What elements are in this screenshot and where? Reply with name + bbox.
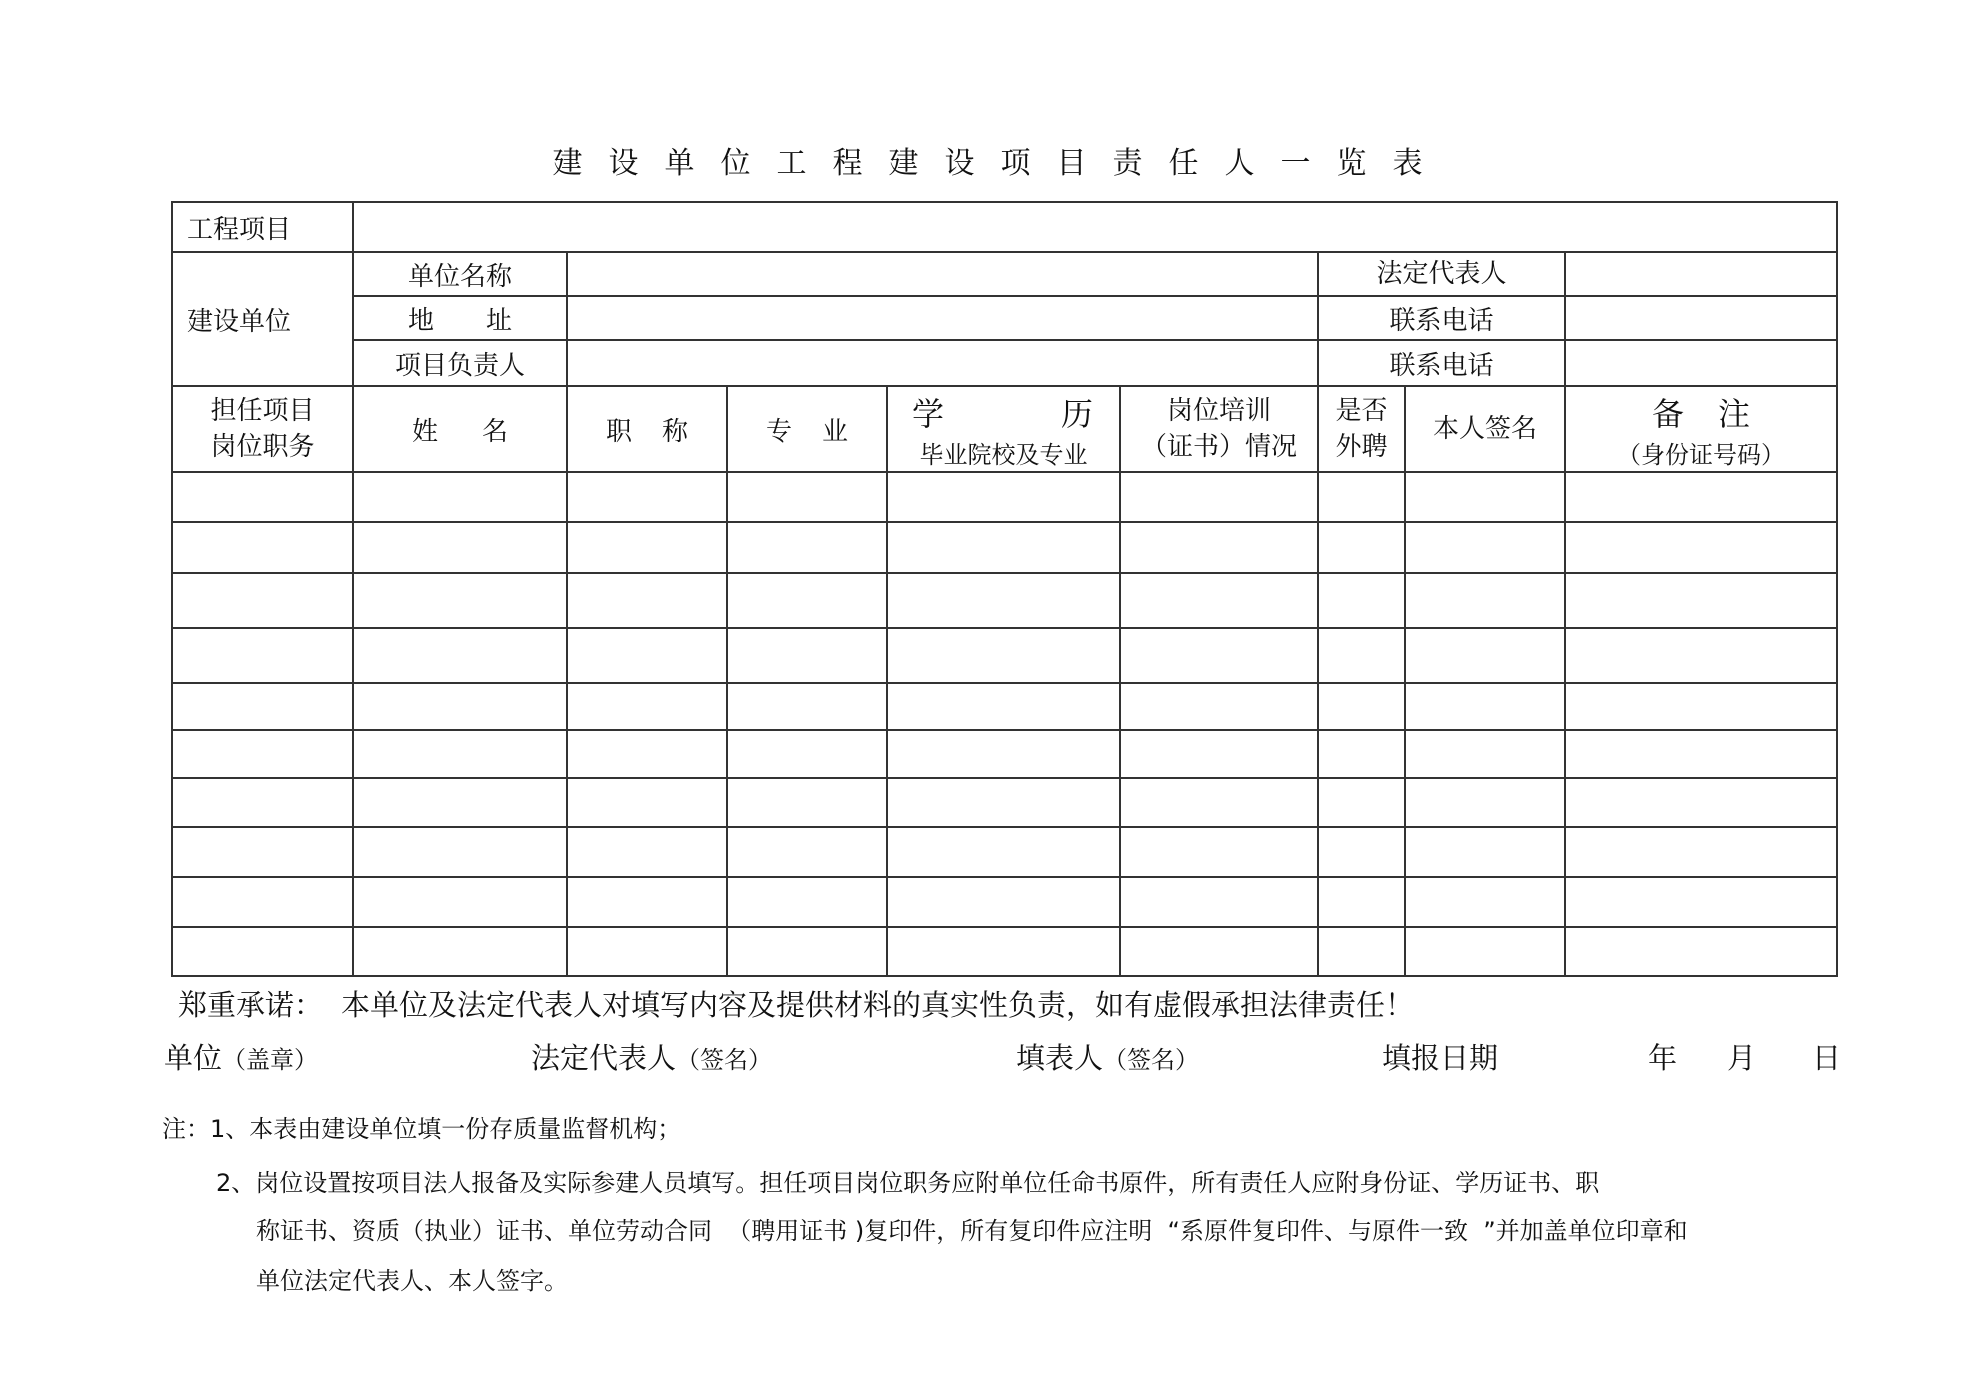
sign-date-label: 填报日期 [1382, 1041, 1499, 1075]
table-cell[interactable] [1405, 778, 1565, 827]
table-cell[interactable] [1120, 927, 1318, 976]
table-cell[interactable] [1318, 827, 1405, 877]
table-cell[interactable] [727, 522, 887, 573]
table-cell[interactable] [727, 778, 887, 827]
col-name: 姓名 [353, 386, 567, 472]
table-row [172, 522, 1837, 573]
table-row [172, 730, 1837, 778]
legal-rep-label: 法定代表人 [1318, 252, 1565, 296]
table-cell[interactable] [1318, 778, 1405, 827]
table-cell[interactable] [727, 730, 887, 778]
table-cell[interactable] [1120, 730, 1318, 778]
col-education [887, 386, 1120, 472]
table-row [172, 778, 1837, 827]
table-cell[interactable] [727, 827, 887, 877]
table-cell[interactable] [353, 573, 567, 628]
col-hired-line1: 是否 [1335, 396, 1388, 426]
table-cell[interactable] [1120, 877, 1318, 927]
table-cell[interactable] [567, 927, 727, 976]
table-cell[interactable] [1120, 778, 1318, 827]
phone-input-cell-2[interactable] [1565, 340, 1837, 386]
legal-rep-input-cell[interactable] [1565, 252, 1837, 296]
unit-label: 建设单位 [172, 252, 353, 386]
table-cell[interactable] [1565, 522, 1837, 573]
project-label: 工程项目 [172, 202, 353, 252]
table-cell[interactable] [1120, 472, 1318, 522]
note-2-line1: 2、岗位设置按项目法人报备及实际参建人员填写。担任项目岗位职务应附单位任命书原件，所有责任人应附身份证、学历证书、职 [216, 1169, 1600, 1197]
table-body [172, 472, 1837, 976]
col-training [1120, 386, 1318, 472]
table-cell[interactable] [1318, 472, 1405, 522]
table-cell[interactable] [567, 683, 727, 730]
unit-name-input-cell[interactable] [567, 252, 1318, 296]
table-row [172, 827, 1837, 877]
table-row [172, 573, 1837, 628]
sign-unit-paren: （盖章） [222, 1046, 319, 1074]
table-cell[interactable] [1120, 522, 1318, 573]
table-row [172, 877, 1837, 927]
table-row [172, 683, 1837, 730]
pm-label: 项目负责人 [353, 340, 567, 386]
table-row [172, 472, 1837, 522]
col-position [172, 386, 353, 472]
table-cell[interactable] [1120, 827, 1318, 877]
table-cell[interactable] [1120, 628, 1318, 683]
sign-month: 月 [1727, 1041, 1757, 1075]
table-cell[interactable] [353, 628, 567, 683]
table-cell[interactable] [353, 877, 567, 927]
col-remark-line2: （身份证号码） [1617, 440, 1785, 469]
pledge [178, 983, 1414, 1024]
unit-name-label: 单位名称 [353, 252, 567, 296]
table-cell[interactable] [887, 522, 1120, 573]
sign-legal [531, 1036, 772, 1077]
table-cell[interactable] [567, 472, 727, 522]
col-remark [1565, 386, 1837, 472]
table-cell[interactable] [727, 877, 887, 927]
table-cell[interactable] [172, 472, 353, 522]
sign-filler-paren: （签名） [1103, 1046, 1200, 1074]
table-cell[interactable] [1565, 827, 1837, 877]
table-cell[interactable] [353, 683, 567, 730]
table-cell[interactable] [887, 827, 1120, 877]
table-cell[interactable] [1565, 877, 1837, 927]
table-cell[interactable] [1318, 877, 1405, 927]
sign-day: 日 [1812, 1041, 1842, 1075]
table-cell[interactable] [172, 683, 353, 730]
col-signature: 本人签名 [1405, 386, 1565, 472]
table-cell[interactable] [1565, 573, 1837, 628]
table-cell[interactable] [1405, 472, 1565, 522]
table-cell[interactable] [1565, 628, 1837, 683]
table-cell[interactable] [567, 628, 727, 683]
table-cell[interactable] [353, 730, 567, 778]
col-education-line2: 毕业院校及专业 [919, 440, 1088, 469]
table-cell[interactable] [567, 522, 727, 573]
address-input-cell[interactable] [567, 296, 1318, 340]
table-cell[interactable] [1405, 522, 1565, 573]
table-cell[interactable] [727, 927, 887, 976]
sign-year: 年 [1648, 1041, 1678, 1075]
col-position-line2: 岗位职务 [210, 432, 315, 462]
table-cell[interactable] [727, 573, 887, 628]
table-cell[interactable] [887, 573, 1120, 628]
table-cell[interactable] [1120, 683, 1318, 730]
table-cell[interactable] [1565, 683, 1837, 730]
table-cell[interactable] [887, 927, 1120, 976]
table-cell[interactable] [1120, 573, 1318, 628]
table-cell[interactable] [1318, 927, 1405, 976]
col-remark-line1: 备注 [1651, 394, 1784, 433]
col-major: 专业 [727, 386, 887, 472]
table-cell[interactable] [727, 683, 887, 730]
phone-label-1: 联系电话 [1318, 296, 1565, 340]
table-cell[interactable] [887, 683, 1120, 730]
table-cell[interactable] [172, 573, 353, 628]
col-education-b: 历 [1060, 394, 1093, 433]
table-row [172, 628, 1837, 683]
table-cell[interactable] [1565, 730, 1837, 778]
sign-legal-paren: （签名） [676, 1046, 773, 1074]
table-cell[interactable] [172, 730, 353, 778]
table-cell[interactable] [887, 778, 1120, 827]
responsibility-table [171, 201, 1838, 977]
table-cell[interactable] [172, 522, 353, 573]
table-cell[interactable] [353, 472, 567, 522]
table-cell[interactable] [887, 730, 1120, 778]
page-title: 建设单位工程建设项目责任人一览表 [552, 146, 1449, 181]
pm-input-cell[interactable] [567, 340, 1318, 386]
table-cell[interactable] [1405, 827, 1565, 877]
table-cell[interactable] [887, 877, 1120, 927]
table-cell[interactable] [172, 778, 353, 827]
table-cell[interactable] [887, 472, 1120, 522]
table-cell[interactable] [1318, 683, 1405, 730]
table-cell[interactable] [353, 778, 567, 827]
table-cell[interactable] [567, 778, 727, 827]
note-2-line3: 单位法定代表人、本人签字。 [256, 1267, 568, 1295]
project-input-cell[interactable] [353, 202, 1837, 252]
sign-unit-label: 单位 [164, 1041, 223, 1075]
table-cell[interactable] [567, 730, 727, 778]
sign-filler-label: 填表人 [1016, 1041, 1104, 1075]
col-training-line1: 岗位培训 [1166, 396, 1271, 426]
table-cell[interactable] [727, 628, 887, 683]
table-cell[interactable] [1405, 628, 1565, 683]
table-cell[interactable] [567, 877, 727, 927]
table-cell[interactable] [1318, 730, 1405, 778]
table-cell[interactable] [1405, 730, 1565, 778]
table-cell[interactable] [1318, 628, 1405, 683]
table-row [172, 927, 1837, 976]
table-cell[interactable] [172, 628, 353, 683]
col-title: 职称 [567, 386, 727, 472]
table-cell[interactable] [1405, 927, 1565, 976]
col-hired [1318, 386, 1405, 472]
table-cell[interactable] [1405, 573, 1565, 628]
sign-legal-label: 法定代表人 [531, 1041, 677, 1075]
table-cell[interactable] [1405, 877, 1565, 927]
table-cell[interactable] [1565, 472, 1837, 522]
pledge-text: 本单位及法定代表人对填写内容及提供材料的真实性负责，如有虚假承担法律责任！ [341, 988, 1415, 1022]
table-cell[interactable] [1318, 573, 1405, 628]
phone-label-2: 联系电话 [1318, 340, 1565, 386]
table-cell[interactable] [172, 827, 353, 877]
table-cell[interactable] [887, 628, 1120, 683]
sign-filler [1016, 1036, 1199, 1077]
address-label: 地 址 [353, 296, 567, 340]
sign-unit [164, 1036, 318, 1077]
col-training-line2: （证书）情况 [1140, 432, 1297, 462]
table-cell[interactable] [727, 472, 887, 522]
pledge-label: 郑重承诺： [178, 988, 324, 1022]
col-position-line1: 担任项目 [210, 396, 315, 426]
table-cell[interactable] [172, 877, 353, 927]
table-cell[interactable] [567, 827, 727, 877]
col-education-a: 学 [912, 394, 945, 433]
note-2-line2: 称证书、资质（执业）证书、单位劳动合同 （聘用证书 )复印件，所有复印件应注明 “系原件复印件、与原件一致 ”并加盖单位印章和 [256, 1217, 1688, 1245]
table-cell[interactable] [353, 522, 567, 573]
table-cell[interactable] [1565, 778, 1837, 827]
table-cell[interactable] [1405, 683, 1565, 730]
col-hired-line2: 外聘 [1335, 432, 1388, 462]
note-1: 注：1、本表由建设单位填一份存质量监督机构； [162, 1115, 682, 1143]
phone-input-cell-1[interactable] [1565, 296, 1837, 340]
table-cell[interactable] [172, 927, 353, 976]
table-cell[interactable] [567, 573, 727, 628]
table-cell[interactable] [353, 927, 567, 976]
table-cell[interactable] [1318, 522, 1405, 573]
table-cell[interactable] [353, 827, 567, 877]
table-cell[interactable] [1565, 927, 1837, 976]
